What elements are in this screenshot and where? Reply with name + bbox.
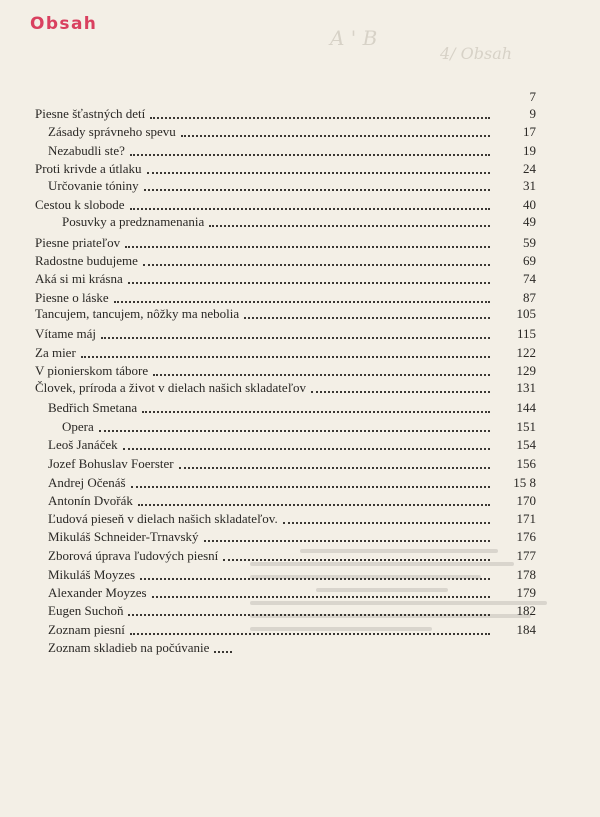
toc-page-number: 151	[516, 419, 536, 434]
toc-entry-title: Leoš Janáček	[48, 437, 121, 453]
dot-leader	[128, 608, 490, 616]
toc-entry-title: Opera	[62, 419, 97, 435]
toc-entry	[0, 400, 600, 420]
toc-entry	[0, 548, 600, 568]
toc-entry	[0, 214, 600, 234]
toc-entry-title: Nezabudli ste?	[48, 143, 128, 159]
toc-entry-title: Alexander Moyzes	[48, 585, 150, 601]
dot-leader	[181, 129, 490, 137]
toc-entry	[0, 640, 600, 660]
dot-leader	[152, 590, 490, 598]
toc-page-number: 17	[523, 124, 536, 139]
dot-leader	[209, 219, 490, 227]
toc-entry	[0, 380, 600, 400]
toc-page-number: 154	[516, 437, 536, 452]
toc-page-number: 171	[516, 511, 536, 526]
toc-entry	[0, 437, 600, 457]
dot-leader	[153, 368, 490, 376]
toc-entry	[0, 603, 600, 623]
toc-entry	[0, 143, 600, 163]
toc-page-number: 24	[523, 161, 536, 176]
toc-entry-title: Zoznam piesní	[48, 622, 128, 638]
toc-entry-title: Andrej Očenáš	[48, 475, 129, 491]
toc-entry-title: Ľudová pieseň v dielach našich skladateľov.	[48, 511, 281, 527]
toc-page-number: 49	[523, 214, 536, 229]
toc-entry-title: V pionierskom tábore	[35, 363, 151, 379]
toc-page-number: 178	[516, 567, 536, 582]
toc-page-number: 19	[523, 143, 536, 158]
toc-entry-title: Tancujem, tancujem, nôžky ma nebolia	[35, 306, 242, 322]
toc-page-number: 144	[516, 400, 536, 415]
dot-leader	[147, 166, 490, 174]
toc-page-number: 184	[516, 622, 536, 637]
dot-leader	[214, 645, 232, 653]
dot-leader	[223, 553, 490, 561]
toc-entry-title: Za mier	[35, 345, 79, 361]
toc-page-number: 9	[529, 106, 536, 121]
dot-leader	[143, 258, 490, 266]
dot-leader	[142, 405, 490, 413]
dot-leader	[204, 534, 490, 542]
toc-page-number: 182	[516, 603, 536, 618]
toc-entry-title: Mikuláš Schneider-Trnavský	[48, 529, 202, 545]
toc-entry	[0, 235, 600, 255]
toc-entry	[0, 456, 600, 476]
toc-page-number: 69	[523, 253, 536, 268]
toc-entry	[0, 493, 600, 513]
toc-entry-title: Človek, príroda a život v dielach našich skladateľov	[35, 380, 309, 396]
toc-page-number: 177	[516, 548, 536, 563]
toc-entry-title: Zoznam skladieb na počúvanie	[48, 640, 212, 656]
toc-entry-title: Jozef Bohuslav Foerster	[48, 456, 177, 472]
toc-entry-title: Antonín Dvořák	[48, 493, 136, 509]
dot-leader	[99, 424, 490, 432]
toc-page-number: 179	[516, 585, 536, 600]
dot-leader	[140, 572, 490, 580]
dot-leader	[144, 183, 490, 191]
dot-leader	[131, 480, 490, 488]
pencil-note: 4/ Obsah	[440, 44, 513, 63]
toc-entry	[0, 124, 600, 144]
toc-entry	[0, 345, 600, 365]
page-heading: Obsah	[30, 14, 98, 34]
dot-leader	[150, 111, 490, 119]
toc-entry-title: Aká si mi krásna	[35, 271, 126, 287]
toc-entry-title: Vítame máj	[35, 326, 99, 342]
toc-entry-title: Posuvky a predznamenania	[62, 214, 207, 230]
toc-page-number: 74	[523, 271, 536, 286]
dot-leader	[114, 295, 490, 303]
dot-leader	[130, 148, 490, 156]
dot-leader	[128, 276, 490, 284]
toc-page-number: 7	[529, 89, 536, 104]
dot-leader	[179, 461, 490, 469]
toc-entry	[0, 585, 600, 605]
toc-entry	[0, 419, 600, 439]
toc-entry-title: Eugen Suchoň	[48, 603, 126, 619]
dot-leader	[81, 350, 490, 358]
toc-entry	[0, 178, 600, 198]
dot-leader	[130, 202, 490, 210]
toc-entry-title: Piesne šťastných detí	[35, 106, 148, 122]
toc-page-number: 115	[516, 326, 536, 341]
dot-leader	[123, 442, 490, 450]
toc-page-number: 156	[516, 456, 536, 471]
toc-entry-title: Určovanie tóniny	[48, 178, 142, 194]
toc-entry	[0, 271, 600, 291]
toc-entry	[0, 567, 600, 587]
toc-entry-title: Zborová úprava ľudových piesní	[48, 548, 221, 564]
dot-leader	[283, 516, 490, 524]
pencil-note: A ' B	[330, 26, 378, 50]
toc-entry-title: Cestou k slobode	[35, 197, 128, 213]
toc-entry-title: Mikuláš Moyzes	[48, 567, 138, 583]
toc-entry-title: Piesne priateľov	[35, 235, 123, 251]
toc-entry-title: Bedřich Smetana	[48, 400, 140, 416]
toc-page-number: 31	[523, 178, 536, 193]
toc-page-number: 105	[516, 306, 536, 321]
dot-leader	[101, 331, 490, 339]
toc-entry-title: Radostne budujeme	[35, 253, 141, 269]
dot-leader	[130, 627, 490, 635]
toc-page-number: 59	[523, 235, 536, 250]
dot-leader	[138, 498, 490, 506]
toc-page-number: 129	[516, 363, 536, 378]
toc-page-number: 122	[516, 345, 536, 360]
toc-entry	[0, 622, 600, 642]
toc-entry	[0, 511, 600, 531]
toc-page-number: 87	[523, 290, 536, 305]
toc-page-number: 131	[516, 380, 536, 395]
toc-entry	[0, 475, 600, 495]
toc-entry	[0, 529, 600, 549]
toc-page-number: 15 8	[513, 475, 536, 490]
dot-leader	[311, 385, 490, 393]
toc-page-number: 40	[523, 197, 536, 212]
toc-entry-title: Proti krivde a útlaku	[35, 161, 145, 177]
toc-entry	[0, 326, 600, 346]
dot-leader	[125, 240, 490, 248]
toc-page-number: 170	[516, 493, 536, 508]
dot-leader	[244, 311, 490, 319]
toc-entry-title: Piesne o láske	[35, 290, 112, 306]
toc-entry	[0, 253, 600, 273]
toc-entry	[0, 106, 600, 126]
toc-entry-title: Zásady správneho spevu	[48, 124, 179, 140]
toc-entry	[0, 306, 600, 326]
toc-page-number: 176	[516, 529, 536, 544]
